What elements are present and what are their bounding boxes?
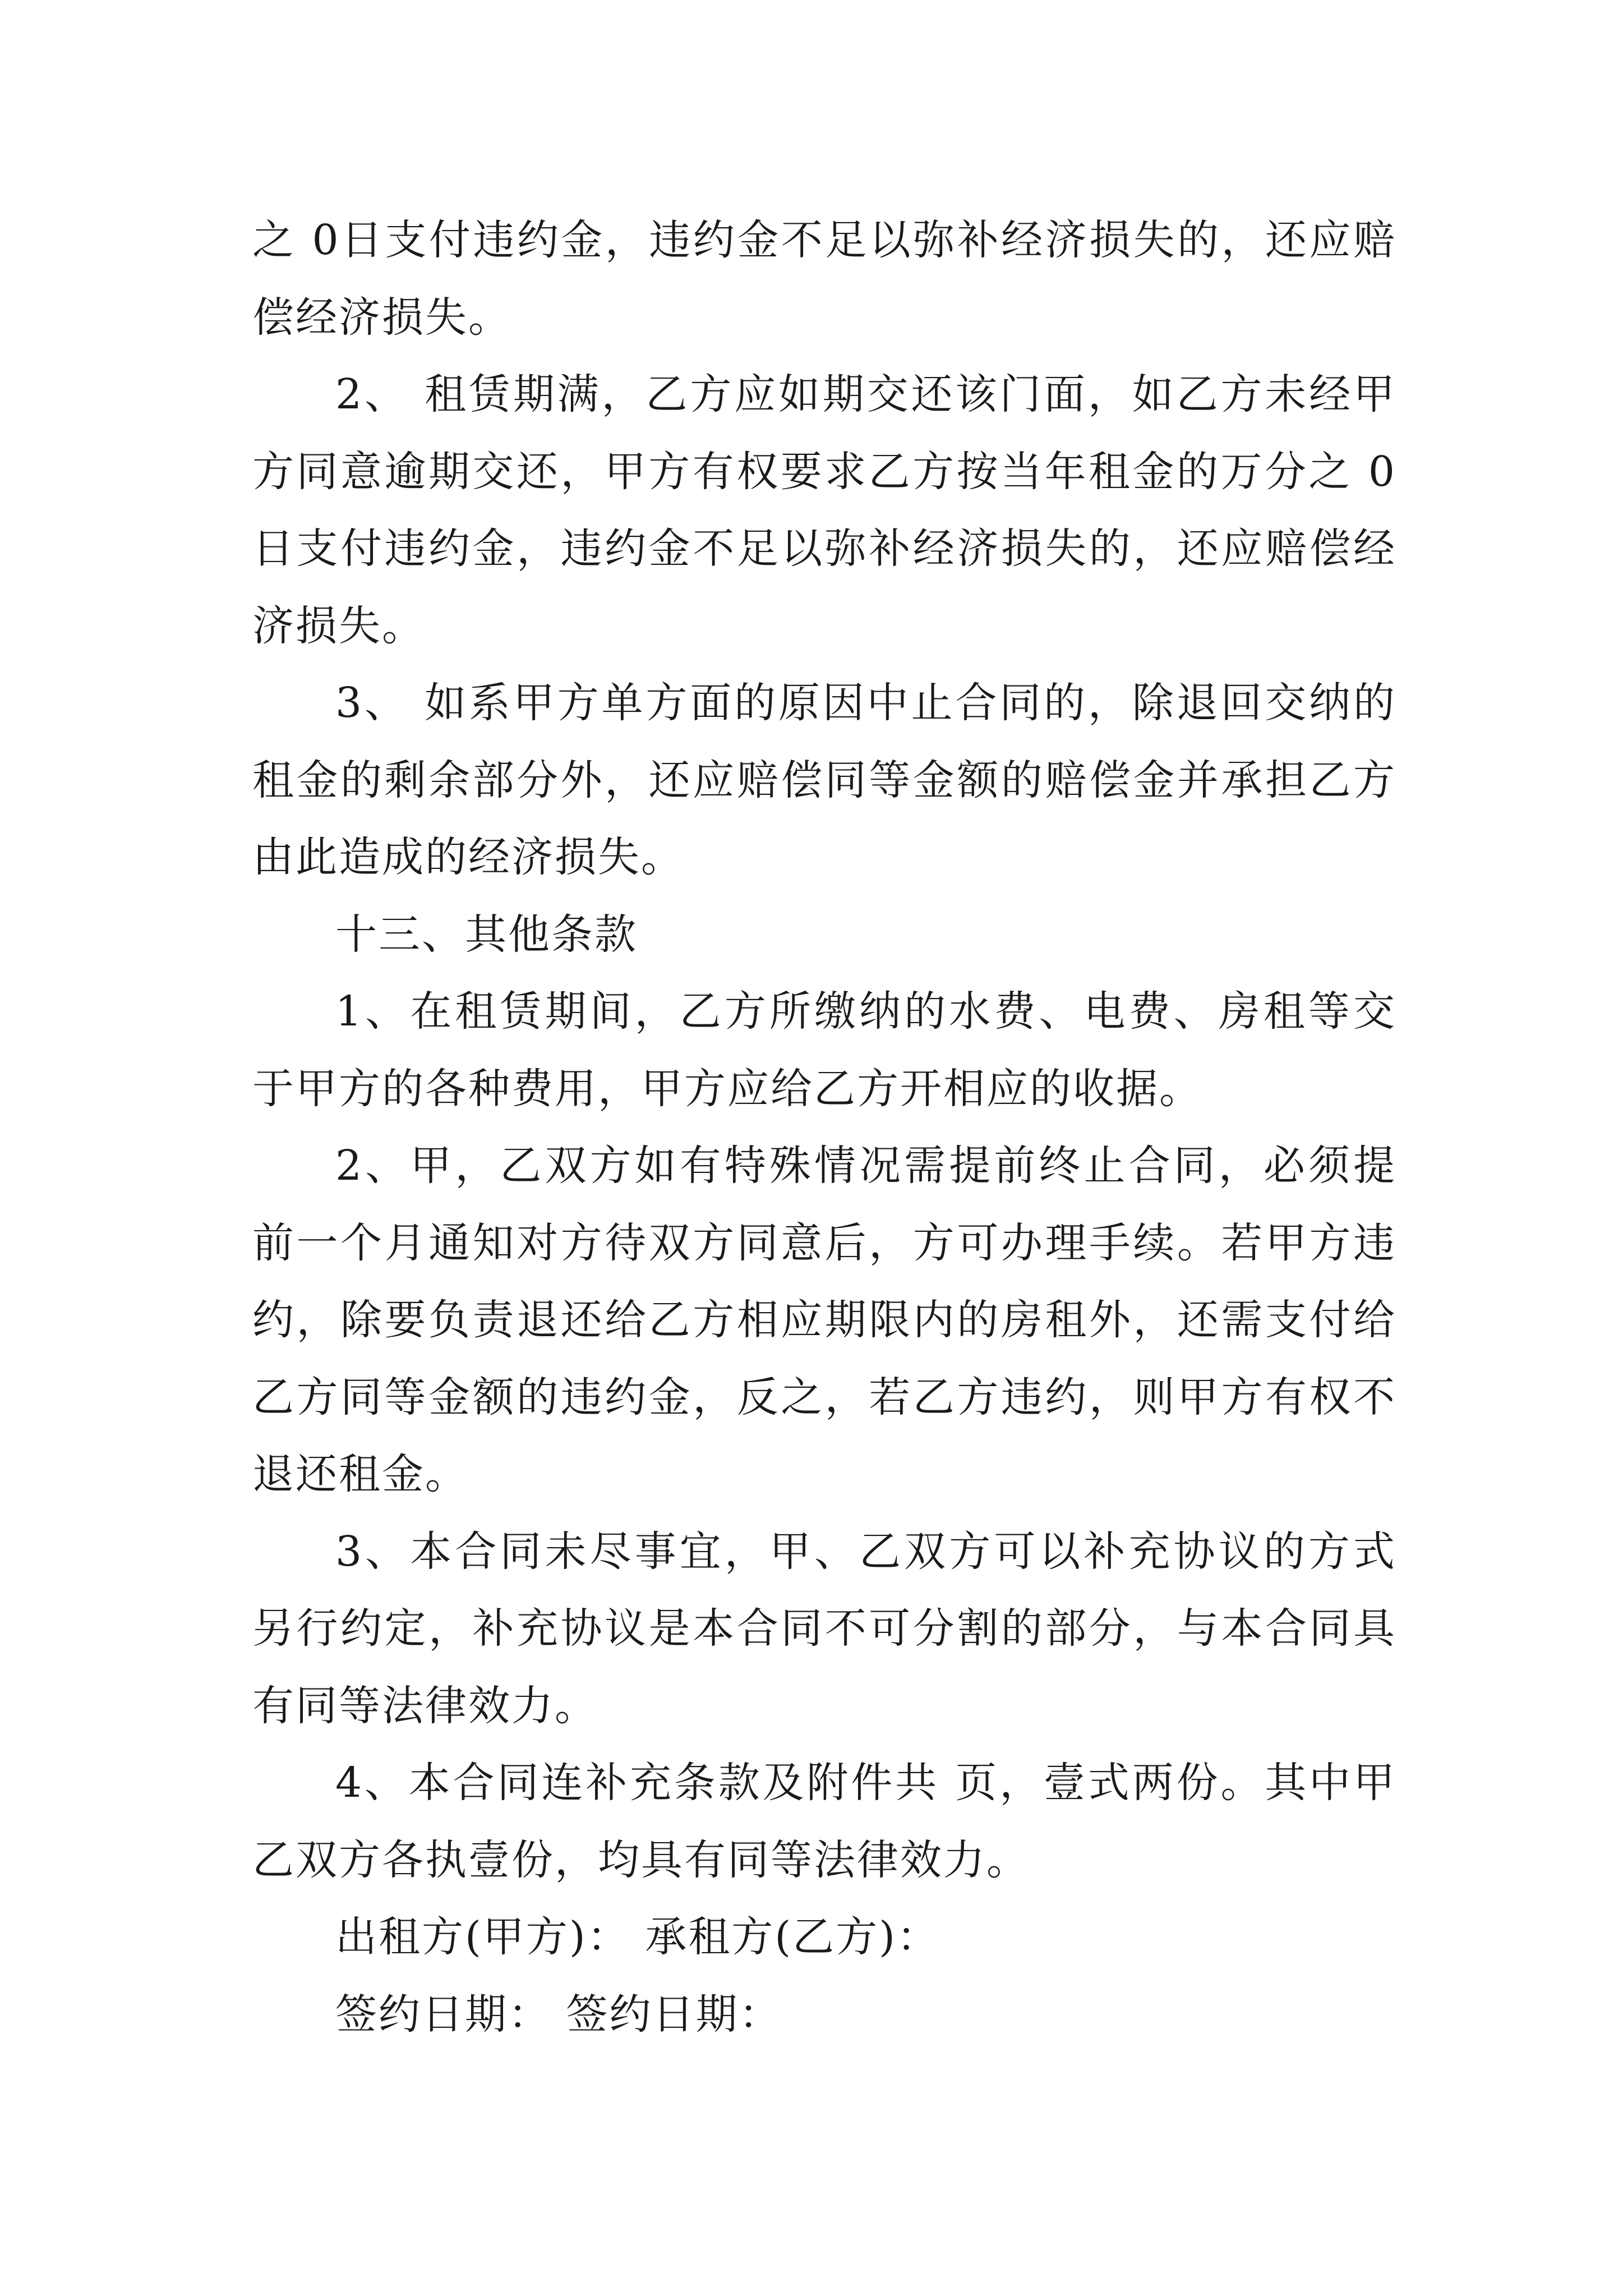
paragraph-other-terms-1: 1、在租赁期间，乙方所缴纳的水费、电费、房租等交于甲方的各种费用，甲方应给乙方开相应的收据。 (252, 987, 1396, 1113)
paragraph-other-terms-3: 3、本合同未尽事宜，甲、乙双方可以补充协议的方式另行约定，补充协议是本合同不可分割的部分，与本合同具有同等法律效力。 (252, 1527, 1396, 1730)
paragraph-clause-2-lease-expiry: 2、 租赁期满，乙方应如期交还该门面，如乙方未经甲方同意逾期交还，甲方有权要求乙方按当年租金的万分之 0日支付违约金，违约金不足以弥补经济损失的，还应赔偿经济损失。 (252, 370, 1396, 650)
signature-date-line: 签约日期： 签约日期： (335, 1990, 782, 2039)
section-heading-other-terms: 十三、其他条款 (335, 910, 638, 959)
paragraph-penalty-continuation: 之 0日支付违约金，违约金不足以弥补经济损失的，还应赔偿经济损失。 (252, 216, 1396, 342)
signature-parties-line: 出租方(甲方)： 承租方(乙方)： (335, 1913, 940, 1961)
paragraph-clause-3-termination: 3、 如系甲方单方面的原因中止合同的，除退回交纳的租金的剩余部分外，还应赔偿同等金额的赔偿金并承担乙方由此造成的经济损失。 (252, 679, 1396, 881)
document-page (252, 202, 1396, 2053)
paragraph-other-terms-4: 4、本合同连补充条款及附件共 页，壹式两份。其中甲乙双方各执壹份，均具有同等法律效力。 (252, 1759, 1396, 1884)
paragraph-other-terms-2: 2、甲，乙双方如有特殊情况需提前终止合同，必须提前一个月通知对方待双方同意后，方可办理手续。若甲方违约，除要负责退还给乙方相应期限内的房租外，还需支付给乙方同等金额的违约金，反之，若乙方违约，则甲方有权不退还租金。 (252, 1142, 1396, 1498)
